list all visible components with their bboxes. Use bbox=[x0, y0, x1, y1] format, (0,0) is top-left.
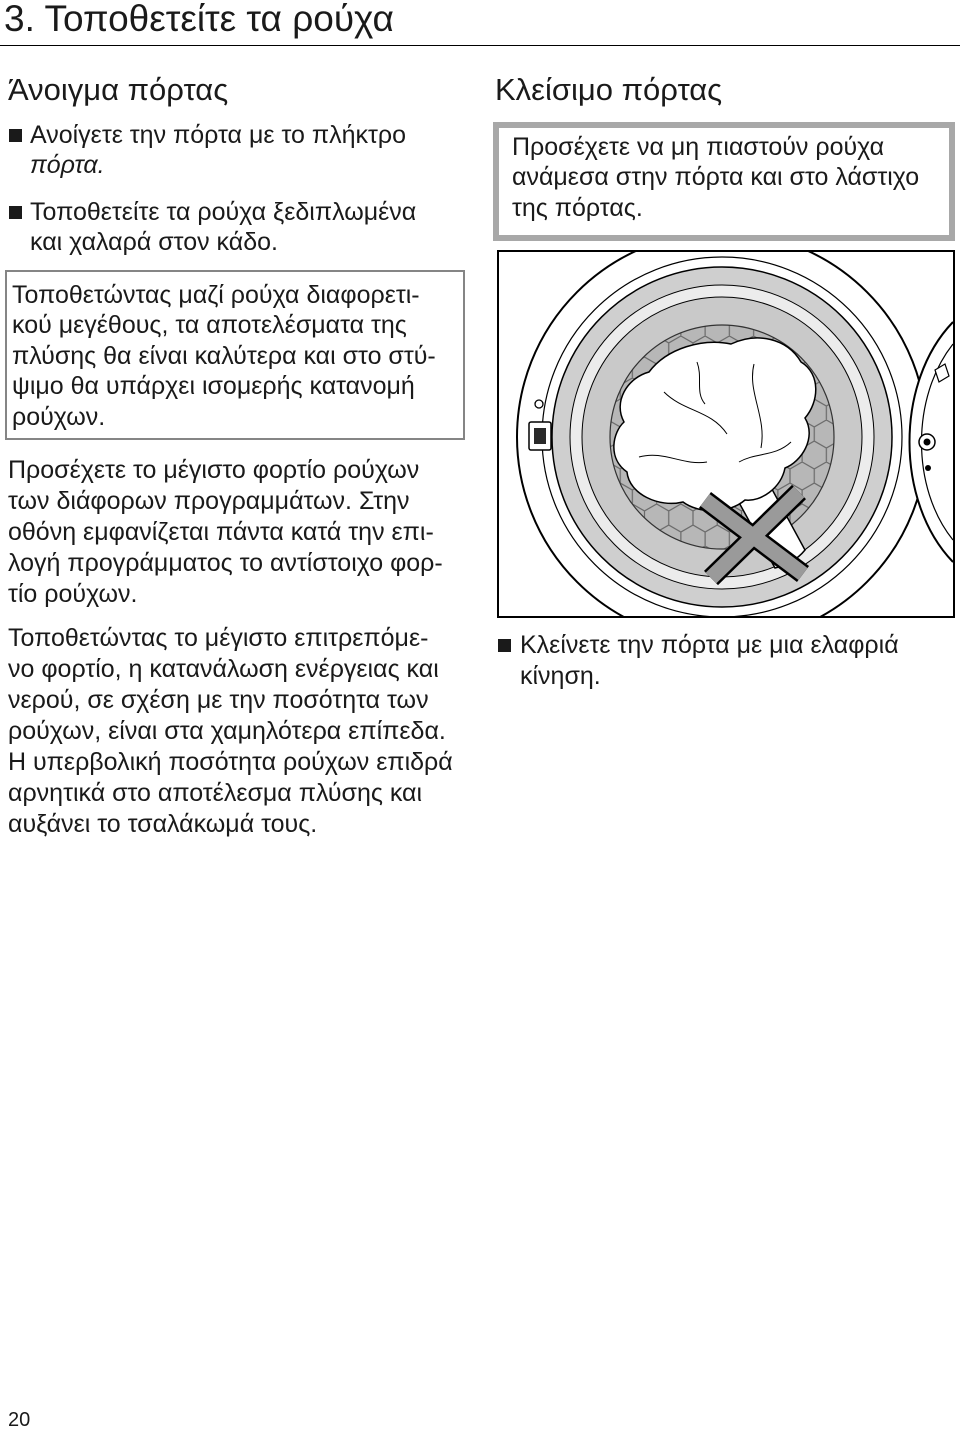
paragraph-line: νο φορτίο, η κατανάλωση ενέργειας και bbox=[8, 654, 439, 683]
warning-box bbox=[493, 122, 955, 241]
closing-step-1 bbox=[490, 630, 899, 692]
max-load-paragraph bbox=[8, 455, 443, 610]
washing-machine-drum-illustration bbox=[497, 250, 955, 618]
paragraph-line: οθόνη εμφανίζεται πάντα κατά την επι- bbox=[8, 517, 434, 546]
title-rule bbox=[0, 45, 960, 46]
square-bullet-icon bbox=[9, 206, 22, 219]
tip-line: ρούχων. bbox=[12, 402, 106, 431]
paragraph-line: νερού, σε σχέση με την ποσότητα των bbox=[8, 685, 429, 714]
step-line: κίνηση. bbox=[520, 662, 601, 690]
step-line: Τοποθετείτε τα ρούχα ξεδιπλωμένα bbox=[30, 198, 417, 226]
opening-door-heading: Άνοιγμα πόρτας bbox=[8, 72, 229, 107]
tip-box bbox=[5, 270, 465, 440]
opening-step-2 bbox=[0, 197, 416, 257]
square-bullet-icon bbox=[498, 639, 511, 652]
tip-line: πλύσης θα είναι καλύτερα και στο στύ- bbox=[12, 341, 436, 370]
section-title: 3. Τοποθετείτε τα ρούχα bbox=[4, 0, 394, 39]
page-number: 20 bbox=[8, 1409, 31, 1431]
warning-line: της πόρτας. bbox=[512, 193, 643, 222]
door-lock-latch bbox=[529, 422, 551, 450]
paragraph-line: Η υπερβολική ποσότητα ρούχων επιδρά bbox=[8, 747, 453, 776]
square-bullet-icon bbox=[9, 129, 22, 142]
efficiency-paragraph bbox=[8, 623, 453, 840]
paragraph-line: αρνητικά στο αποτέλεσμα πλύσης και bbox=[8, 778, 423, 807]
tip-line: Τοποθετώντας μαζί ρούχα διαφορετι- bbox=[12, 280, 420, 309]
step-line: πόρτα. bbox=[30, 151, 105, 179]
tip-line: ψιμο θα υπάρχει ισομερής κατανομή bbox=[12, 372, 415, 400]
opening-step-1 bbox=[0, 120, 406, 180]
warning-line: ανάμεσα στην πόρτα και στο λάστιχο bbox=[512, 163, 920, 191]
step-line: και χαλαρά στον κάδο. bbox=[30, 228, 278, 256]
paragraph-line: αυξάνει το τσαλάκωμά τους. bbox=[8, 809, 318, 838]
step-line: Ανοίγετε την πόρτα με το πλήκτρο bbox=[30, 121, 406, 149]
warning-line: Προσέχετε να μη πιαστούν ρούχα bbox=[512, 132, 885, 161]
paragraph-line: των διάφορων προγραμμάτων. Στην bbox=[8, 486, 410, 515]
tip-line: κού μεγέθους, τα αποτελέσματα της bbox=[12, 311, 407, 339]
open-door bbox=[910, 322, 954, 562]
step-line: Κλείνετε την πόρτα με μια ελαφριά bbox=[520, 631, 899, 659]
paragraph-line: τίο ρούχων. bbox=[8, 579, 138, 608]
closing-door-heading: Κλείσιμο πόρτας bbox=[495, 72, 723, 107]
paragraph-line: Προσέχετε το μέγιστο φορτίο ρούχων bbox=[8, 455, 420, 484]
paragraph-line: ρούχων, είναι στα χαμηλότερα επίπεδα. bbox=[8, 716, 446, 745]
washing-machine-drum-icon bbox=[499, 252, 953, 616]
paragraph-line: Τοποθετώντας το μέγιστο επιτρεπόμε- bbox=[8, 623, 429, 652]
paragraph-line: λογή προγράμματος το αντίστοιχο φορ- bbox=[8, 548, 443, 577]
